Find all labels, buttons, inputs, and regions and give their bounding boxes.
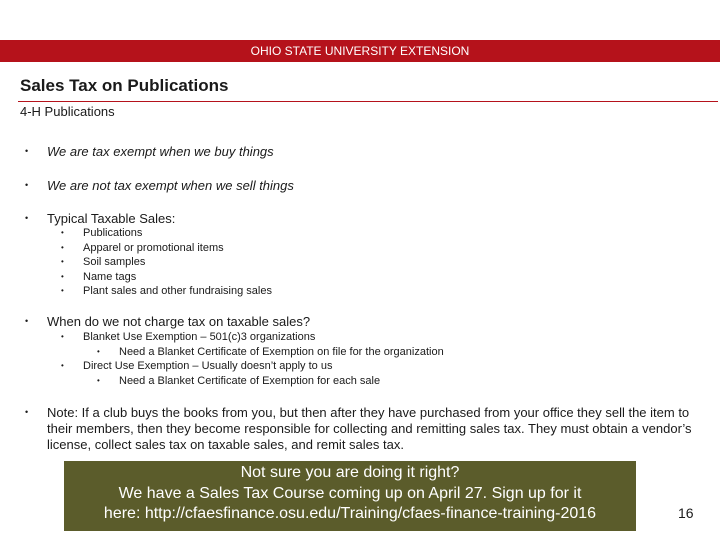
list-item: • Publications — [61, 227, 143, 239]
bullet-marker: • — [25, 316, 29, 326]
bullet-tax-exempt-buy: We are tax exempt when we buy things — [47, 144, 274, 159]
exemptions-list — [61, 330, 561, 388]
bullet-marker: • — [25, 146, 29, 156]
callout-line: Not sure you are doing it right? — [240, 464, 460, 481]
list-item: • Direct Use Exemption – Usually doesn’t apply to us — [61, 360, 333, 372]
list-item: • Apparel or promotional items — [61, 241, 224, 254]
slide-title: Sales Tax on Publications — [20, 76, 229, 95]
bullet-typical-taxable-sales: Typical Taxable Sales: — [47, 211, 176, 226]
training-callout — [64, 461, 636, 531]
title-divider — [18, 101, 718, 102]
list-item: • Blanket Use Exemption – 501(c)3 organizations — [61, 331, 316, 343]
bullet-not-exempt-sell: We are not tax exempt when we sell things — [47, 178, 294, 193]
list-item: • Soil samples — [61, 256, 146, 268]
bullet-marker: • — [25, 213, 29, 223]
slide-subtitle: 4-H Publications — [20, 104, 115, 119]
list-item-detail: • Need a Blanket Certificate of Exemption on file for the organization — [97, 345, 444, 358]
bullet-marker: • — [25, 180, 29, 190]
page-number: 16 — [678, 505, 694, 521]
header-banner: OHIO STATE UNIVERSITY EXTENSION — [0, 40, 720, 62]
callout-link[interactable]: here: http://cfaesfinance.osu.edu/Training/cfaes-finance-training-2016 — [103, 505, 597, 522]
bullet-note: Note: If a club buys the books from you, but then after they have purchased from your office they sell the item to their members, then they become responsible for collecting and remitting sales tax. They must obtain a vendor’s license, collect sales tax on taxable sales, and remit sales tax. — [47, 405, 692, 452]
callout-line: We have a Sales Tax Course coming up on April 27. Sign up for it — [118, 484, 582, 502]
bullet-when-not-charge-tax: When do we not charge tax on taxable sales? — [47, 314, 311, 329]
bullet-marker: • — [25, 407, 29, 417]
taxable-sales-list — [61, 226, 361, 299]
list-item-detail: • Need a Blanket Certificate of Exemption for each sale — [97, 374, 381, 387]
list-item: • Plant sales and other fundraising sales — [61, 285, 272, 297]
list-item: • Name tags — [61, 270, 137, 283]
